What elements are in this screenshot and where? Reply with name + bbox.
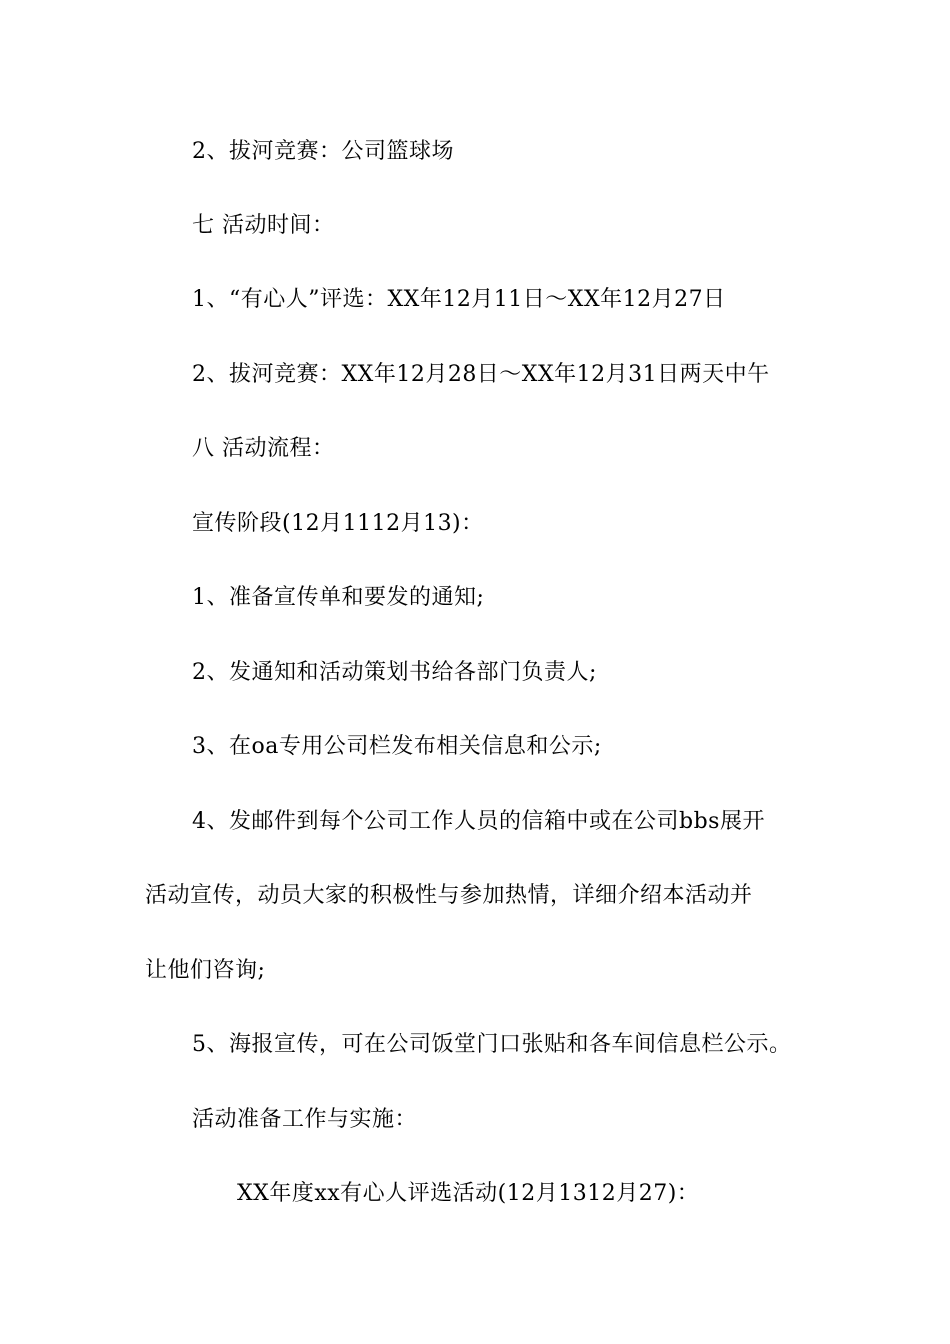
publicity-item-1: 1、准备宣传单和要发的通知; (192, 585, 485, 610)
publicity-item-4-cont-1: 活动宣传，动员大家的积极性与参加热情，详细介绍本活动并 (145, 883, 753, 908)
publicity-item-3: 3、在oa专用公司栏发布相关信息和公示; (192, 734, 602, 759)
publicity-item-2: 2、发通知和活动策划书给各部门负责人; (192, 660, 597, 685)
venue-tug-of-war: 2、拔河竞赛：公司篮球场 (192, 139, 454, 164)
time-tug-of-war: 2、拔河竞赛：XX年12月28日～XX年12月31日两天中午 (192, 362, 770, 387)
publicity-stage-heading: 宣传阶段(12月1112月13)： (192, 511, 484, 536)
preparation-heading: 活动准备工作与实施： (192, 1107, 418, 1132)
time-selection: 1、“有心人”评选：XX年12月11日～XX年12月27日 (192, 287, 726, 312)
section-heading-process: 八 活动流程： (192, 436, 335, 461)
publicity-item-4: 4、发邮件到每个公司工作人员的信箱中或在公司bbs展开 (192, 809, 765, 834)
publicity-item-4-cont-2: 让他们咨询; (145, 958, 266, 983)
publicity-item-5: 5、海报宣传，可在公司饭堂门口张贴和各车间信息栏公示。 (192, 1032, 792, 1057)
section-heading-time: 七 活动时间： (192, 213, 335, 238)
selection-activity-heading: XX年度xx有心人评选活动(12月1312月27)： (237, 1181, 700, 1206)
